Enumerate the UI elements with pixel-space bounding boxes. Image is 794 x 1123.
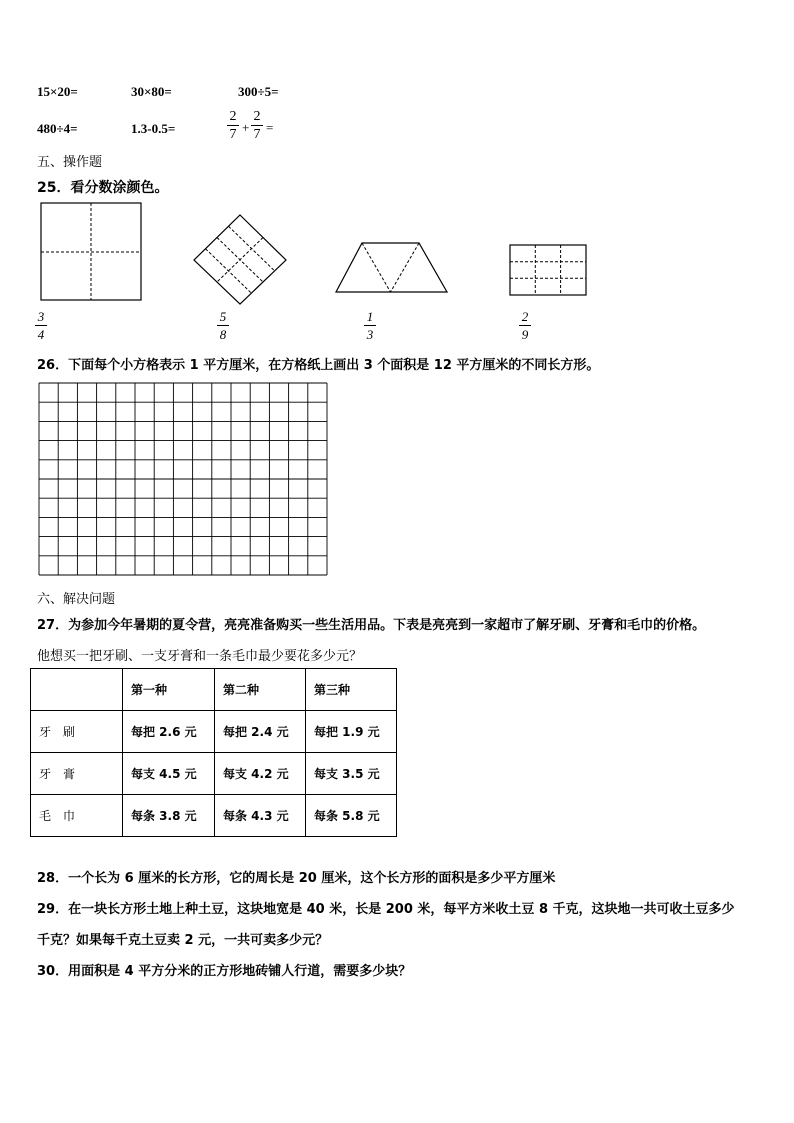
table-row <box>31 711 397 753</box>
row-header-cell: 牙 膏 <box>31 753 123 795</box>
trapezoid-shape <box>333 240 451 296</box>
rectangle-shape <box>507 242 589 298</box>
square-shape <box>38 200 144 303</box>
section-title: 六、解决问题 <box>37 592 116 607</box>
table-header-cell: 第三种 <box>306 669 397 711</box>
denominator: 9 <box>521 327 529 342</box>
denominator: 8 <box>219 327 227 342</box>
numerator: 2 <box>253 109 261 124</box>
denominator: 7 <box>253 127 261 142</box>
fraction-label <box>517 309 533 342</box>
calc-item: 480÷4= <box>37 121 78 136</box>
question-26: 26．下面每个小方格表示 1 平方厘米，在方格纸上画出 3 个面积是 12 平方厘米的不同长方形。 <box>37 358 600 373</box>
dashed-line <box>362 243 391 292</box>
calc-item: 30×80= <box>131 84 172 99</box>
denominator: 7 <box>229 127 237 142</box>
dashed-line <box>391 243 420 292</box>
table-header-cell: 第二种 <box>215 669 306 711</box>
question-30: 30．用面积是 4 平方分米的正方形地砖铺人行道，需要多少块？ <box>37 964 412 979</box>
row-header-cell: 牙 刷 <box>31 711 123 753</box>
numerator: 2 <box>229 109 237 124</box>
denominator: 4 <box>37 327 45 342</box>
question-29-line2: 千克？如果每千克土豆卖 2 元，一共可卖多少元？ <box>37 933 329 948</box>
diamond-shape <box>190 212 290 307</box>
calc-item: 1.3-0.5= <box>131 121 176 136</box>
numerator: 1 <box>366 309 374 324</box>
plus-sign: + <box>242 120 250 135</box>
rectangle-outline <box>510 245 586 295</box>
numerator: 5 <box>219 309 227 324</box>
table-cell: 每支 4.5 元 <box>123 753 215 795</box>
table-cell: 每支 4.2 元 <box>215 753 306 795</box>
price-table <box>30 668 397 837</box>
calc-item: 15×20= <box>37 84 78 99</box>
question-27-line2: 他想买一把牙刷、一支牙膏和一条毛巾最少要花多少元？ <box>37 649 363 664</box>
square-grid-paper[interactable] <box>38 382 328 579</box>
table-cell: 每条 3.8 元 <box>123 795 215 837</box>
table-cell <box>31 669 123 711</box>
question-29-line1: 29．在一块长方形土地上种土豆，这块地宽是 40 米，长是 200 米，每平方米收土豆 8 千克，这块地一共可收土豆多少 <box>37 902 735 917</box>
table-cell: 每条 5.8 元 <box>306 795 397 837</box>
denominator: 3 <box>366 327 374 342</box>
table-cell: 每把 1.9 元 <box>306 711 397 753</box>
section-title: 五、操作题 <box>37 155 103 170</box>
fraction-label <box>362 309 378 342</box>
trapezoid-outline <box>336 243 447 292</box>
table-row <box>31 753 397 795</box>
table-cell: 每把 2.6 元 <box>123 711 215 753</box>
table-cell: 每把 2.4 元 <box>215 711 306 753</box>
calc-item: 300÷5= <box>238 84 279 99</box>
dashed-line <box>217 238 263 283</box>
table-cell: 每条 4.3 元 <box>215 795 306 837</box>
fraction-label <box>215 309 231 342</box>
question-28: 28．一个长为 6 厘米的长方形，它的周长是 20 厘米，这个长方形的面积是多少平方厘米 <box>37 871 556 886</box>
row-header-cell: 毛 巾 <box>31 795 123 837</box>
fraction-label <box>33 309 49 342</box>
fraction-two-sevenths <box>250 109 264 142</box>
table-header-row <box>31 669 397 711</box>
equals-sign: = <box>266 120 274 135</box>
numerator: 2 <box>521 309 529 324</box>
fraction-two-sevenths <box>226 109 240 142</box>
numerator: 3 <box>37 309 45 324</box>
table-row <box>31 795 397 837</box>
table-header-cell: 第一种 <box>123 669 215 711</box>
question-27-line1: 27．为参加今年暑期的夏令营，亮亮准备购买一些生活用品。下表是亮亮到一家超市了解牙刷、牙膏和毛巾的价格。 <box>37 618 706 633</box>
question-25: 25．看分数涂颜色。 <box>37 180 169 196</box>
table-cell: 每支 3.5 元 <box>306 753 397 795</box>
